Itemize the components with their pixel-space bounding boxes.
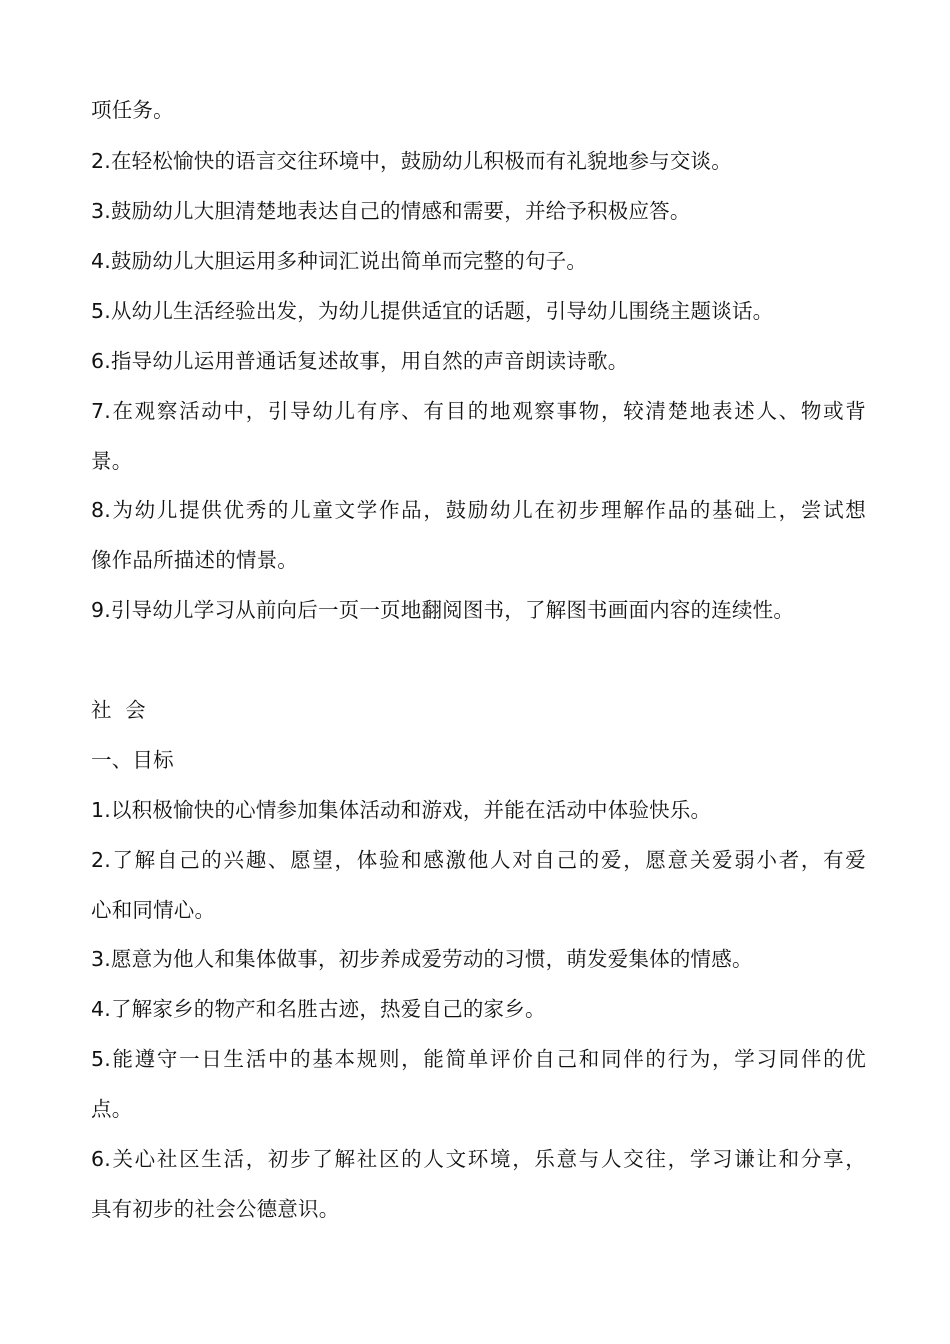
text-line: 6.指导幼儿运用普通话复述故事，用自然的声音朗读诗歌。 — [91, 349, 629, 373]
text-line: 4.了解家乡的物产和名胜古迹，热爱自己的家乡。 — [91, 997, 546, 1021]
text-line: 4.鼓励幼儿大胆运用多种词汇说出简单而完整的句子。 — [91, 249, 588, 273]
subsection-heading: 一、目标 — [91, 748, 174, 772]
section-heading: 社 会 — [91, 698, 146, 722]
text-line: 景。 — [91, 449, 133, 473]
text-line: 像作品所描述的情景。 — [91, 548, 298, 572]
text-line: 项任务。 — [91, 98, 174, 122]
text-line: 点。 — [91, 1097, 133, 1121]
text-line: 8.为幼儿提供优秀的儿童文学作品，鼓励幼儿在初步理解作品的基础上，尝试想 — [91, 498, 866, 522]
text-line: 具有初步的社会公德意识。 — [91, 1197, 340, 1221]
text-line: 3.鼓励幼儿大胆清楚地表达自己的情感和需要，并给予积极应答。 — [91, 199, 691, 223]
text-line: 9.引导幼儿学习从前向后一页一页地翻阅图书，了解图书画面内容的连续性。 — [91, 598, 795, 622]
text-line: 心和同情心。 — [91, 898, 216, 922]
text-line: 5.从幼儿生活经验出发，为幼儿提供适宜的话题，引导幼儿围绕主题谈话。 — [91, 299, 774, 323]
text-line: 7.在观察活动中，引导幼儿有序、有目的地观察事物，较清楚地表述人、物或背 — [91, 399, 866, 423]
text-line: 2.了解自己的兴趣、愿望，体验和感激他人对自己的爱，愿意关爱弱小者，有爱 — [91, 848, 866, 872]
text-line: 6.关心社区生活，初步了解社区的人文环境，乐意与人交往，学习谦让和分享， — [91, 1147, 866, 1171]
text-line: 3.愿意为他人和集体做事，初步养成爱劳动的习惯，萌发爱集体的情感。 — [91, 947, 753, 971]
text-line: 2.在轻松愉快的语言交往环境中，鼓励幼儿积极而有礼貌地参与交谈。 — [91, 149, 732, 173]
text-line: 1.以积极愉快的心情参加集体活动和游戏，并能在活动中体验快乐。 — [91, 798, 712, 822]
text-line: 5.能遵守一日生活中的基本规则，能简单评价自己和同伴的行为，学习同伴的优 — [91, 1047, 866, 1071]
document-page — [91, 0, 866, 1344]
